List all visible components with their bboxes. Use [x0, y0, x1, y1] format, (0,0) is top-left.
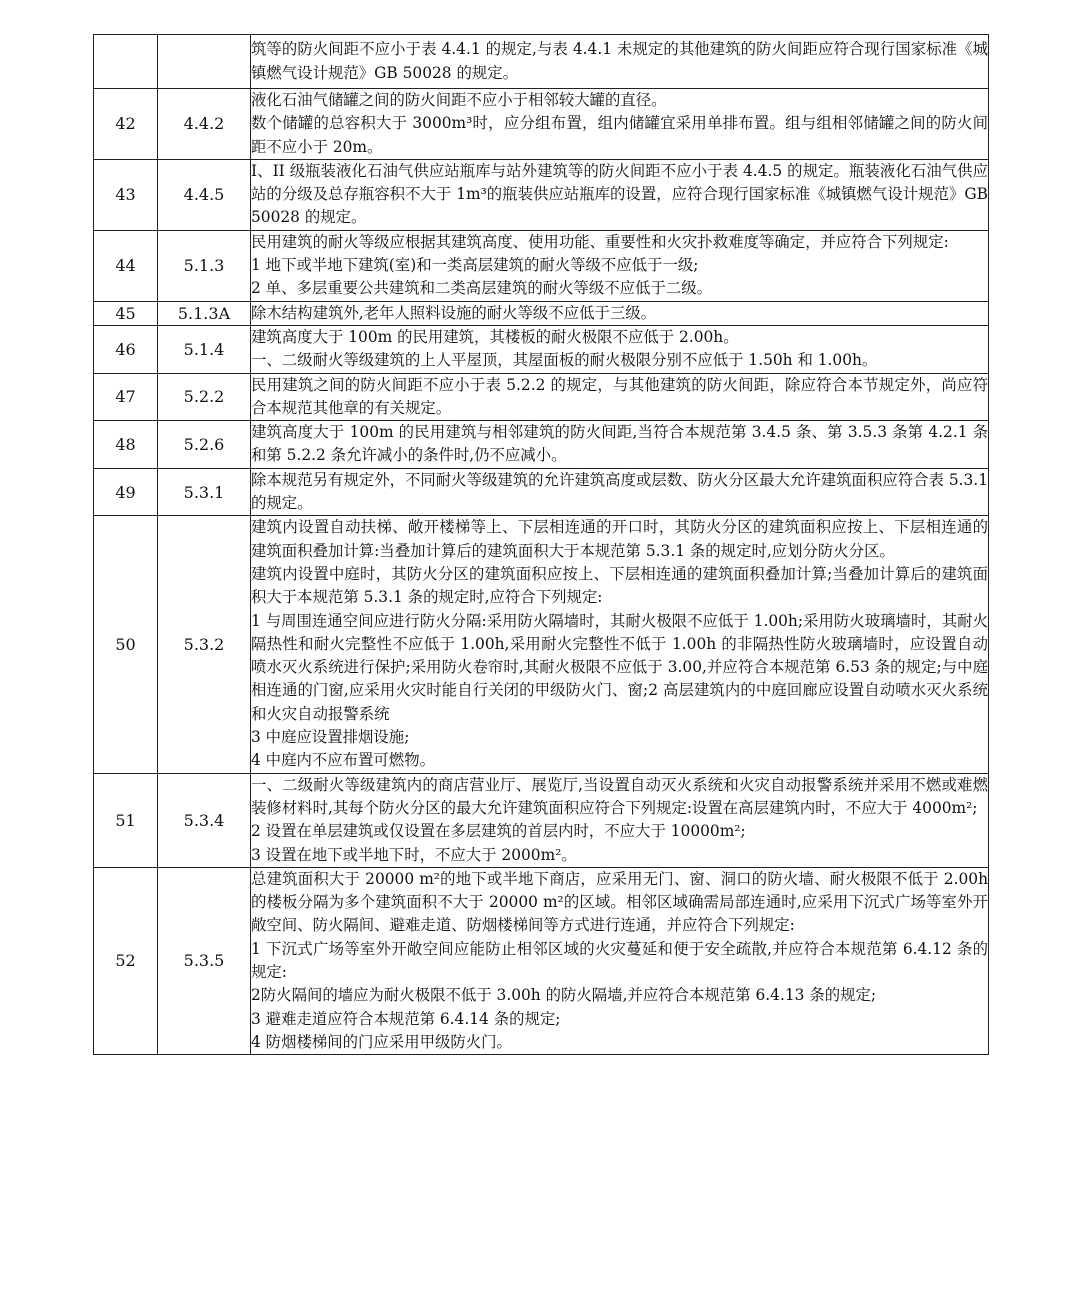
clause-number: 5.3.2	[158, 516, 251, 773]
content-line: 3 避难走道应符合本规范第 6.4.14 条的规定;	[251, 1009, 561, 1028]
clause-content	[251, 230, 989, 301]
table-row	[94, 421, 989, 469]
row-number: 50	[94, 516, 158, 773]
content-line: 除本规范另有规定外，不同耐火等级建筑的允许建筑高度或层数、防火分区最大允许建筑面积应符合表 5.3.1 的规定。	[251, 470, 988, 513]
clause-number	[158, 35, 251, 89]
clause-number: 5.2.6	[158, 421, 251, 469]
clause-content	[251, 773, 989, 867]
row-number: 44	[94, 230, 158, 301]
clause-content	[251, 301, 989, 325]
clause-content	[251, 35, 989, 89]
clause-number: 5.3.4	[158, 773, 251, 867]
table-row	[94, 867, 989, 1054]
content-line: 民用建筑之间的防火间距不应小于表 5.2.2 的规定，与其他建筑的防火间距，除应符合本节规定外，尚应符合本规范其他章的有关规定。	[251, 375, 988, 417]
table-row	[94, 159, 989, 230]
table-row	[94, 230, 989, 301]
table-row	[94, 89, 989, 160]
table-row	[94, 301, 989, 325]
content-line: 4 防烟楼梯间的门应采用甲级防火门。	[251, 1032, 512, 1051]
content-line: 建筑高度大于 100m 的民用建筑，其楼板的耐火极限不应低于 2.00h。	[251, 327, 739, 346]
specification-table	[93, 34, 989, 1055]
clause-content	[251, 159, 989, 230]
table-row	[94, 516, 989, 773]
table-row	[94, 35, 989, 89]
content-line: 1 地下或半地下建筑(室)和一类高层建筑的耐火等级不应低于一级;	[251, 256, 699, 275]
row-number: 42	[94, 89, 158, 160]
row-number: 45	[94, 301, 158, 325]
content-line: 一、二级耐火等级建筑的上人平屋顶，其屋面板的耐火极限分别不应低于 1.50h 和 1.00h。	[251, 351, 878, 370]
content-line: 建筑内设置自动扶梯、敞开楼梯等上、下层相连通的开口时，其防火分区的建筑面积应按上、下层相连通的建筑面积叠加计算:当叠加计算后的建筑面积大于本规范第 5.3.1 条的规定时,应划分防火分区。	[251, 518, 988, 560]
content-line: 数个储罐的总容积大于 3000m³时，应分组布置，组内储罐宜采用单排布置。组与组相邻储罐之间的防火间距不应小于 20m。	[251, 114, 988, 156]
row-number: 49	[94, 468, 158, 516]
content-line: 筑等的防火间距不应小于表 4.4.1 的规定,与表 4.4.1 未规定的其他建筑的防火间距应符合现行国家标准《城镇燃气设计规范》GB 50028 的规定。	[251, 40, 988, 82]
content-line: 2防火隔间的墙应为耐火极限不低于 3.00h 的防火隔墙,并应符合本规范第 6.4.13 条的规定;	[251, 986, 877, 1005]
content-line: 总建筑面积大于 20000 m²的地下或半地下商店，应采用无门、窗、洞口的防火墙、耐火极限不低于 2.00h 的楼板分隔为多个建筑面积不大于 20000 m²的区域。相邻区域确需局部连通时,应采用下沉式广场等室外开敞空间、防火隔间、避难走道、防烟楼梯间等方式进行连通，并应符合下列规定:	[251, 869, 988, 935]
content-line: 1 下沉式广场等室外开敞空间应能防止相邻区域的火灾蔓延和便于安全疏散,并应符合本规范第 6.4.12 条的规定:	[251, 939, 988, 981]
content-line: 2 设置在单层建筑或仅设置在多层建筑的首层内时，不应大于 10000m²;	[251, 822, 746, 841]
content-line: 一、二级耐火等级建筑内的商店营业厅、展览厅,当设置自动灭火系统和火灾自动报警系统并采用不燃或难燃装修材料时,其每个防火分区的最大允许建筑面积应符合下列规定:设置在高层建筑内时，不应大于 4000m²;	[251, 775, 988, 817]
clause-number: 4.4.5	[158, 159, 251, 230]
clause-number: 5.1.3A	[158, 301, 251, 325]
clause-content	[251, 421, 989, 469]
row-number: 51	[94, 773, 158, 867]
content-line: 民用建筑的耐火等级应根据其建筑高度、使用功能、重要性和火灾扑救难度等确定，并应符合下列规定:	[251, 232, 949, 251]
clause-number: 5.3.1	[158, 468, 251, 516]
clause-content	[251, 89, 989, 160]
clause-content	[251, 516, 989, 773]
clause-content	[251, 867, 989, 1054]
clause-number: 5.1.3	[158, 230, 251, 301]
content-line: 3 中庭应设置排烟设施;	[251, 728, 410, 747]
content-line: 3 设置在地下或半地下时，不应大于 2000m²。	[251, 845, 577, 864]
content-line: 4 中庭内不应布置可燃物。	[251, 751, 435, 770]
table-row	[94, 773, 989, 867]
content-line: 液化石油气储罐之间的防火间距不应小于相邻较大罐的直径。	[251, 91, 667, 109]
table-row	[94, 325, 989, 373]
content-line: I、II 级瓶装液化石油气供应站瓶库与站外建筑等的防火间距不应小于表 4.4.5 的规定。瓶装液化石油气供应站的分级及总存瓶容积不大于 1m³的瓶装供应站瓶库的设置，应符合现行国家标准《城镇燃气设计规范》GB 50028 的规定。	[251, 161, 988, 227]
clause-number: 4.4.2	[158, 89, 251, 160]
content-line: 1 与周围连通空间应进行防火分隔:采用防火隔墙时，其耐火极限不应低于 1.00h;采用防火玻璃墙时，其耐火隔热性和耐火完整性不应低于 1.00h,采用耐火完整性不低于 1.00h 的非隔热性防火玻璃墙时，应设置自动喷水灭火系统进行保护;采用防火卷帘时,其耐火极限不应低于 3.00,并应符合本规范第 6.53 条的规定;与中庭相连通的门窗,应采用火灾时能自行关闭的甲级防火门、窗;2 高层建筑内的中庭回廊应设置自动喷水灭火系统和火灾自动报警系统	[251, 611, 988, 723]
clause-number: 5.2.2	[158, 373, 251, 421]
clause-content	[251, 325, 989, 373]
row-number: 47	[94, 373, 158, 421]
row-number: 52	[94, 867, 158, 1054]
content-line: 建筑高度大于 100m 的民用建筑与相邻建筑的防火间距,当符合本规范第 3.4.5 条、第 3.5.3 条第 4.2.1 条和第 5.2.2 条允许减小的条件时,仍不应减小。	[251, 423, 988, 465]
clause-content	[251, 373, 989, 421]
content-line: 建筑内设置中庭时，其防火分区的建筑面积应按上、下层相连通的建筑面积叠加计算;当叠加计算后的建筑面积大于本规范第 5.3.1 条的规定时,应符合下列规定:	[251, 564, 988, 607]
content-line: 除木结构建筑外,老年人照料设施的耐火等级不应低于三级。	[251, 303, 657, 322]
clause-content	[251, 468, 989, 516]
table-row	[94, 468, 989, 516]
row-number: 46	[94, 325, 158, 373]
row-number: 43	[94, 159, 158, 230]
row-number	[94, 35, 158, 89]
clause-number: 5.3.5	[158, 867, 251, 1054]
clause-number: 5.1.4	[158, 325, 251, 373]
row-number: 48	[94, 421, 158, 469]
table-row	[94, 373, 989, 421]
content-line: 2 单、多层重要公共建筑和二类高层建筑的耐火等级不应低于二级。	[251, 279, 713, 298]
